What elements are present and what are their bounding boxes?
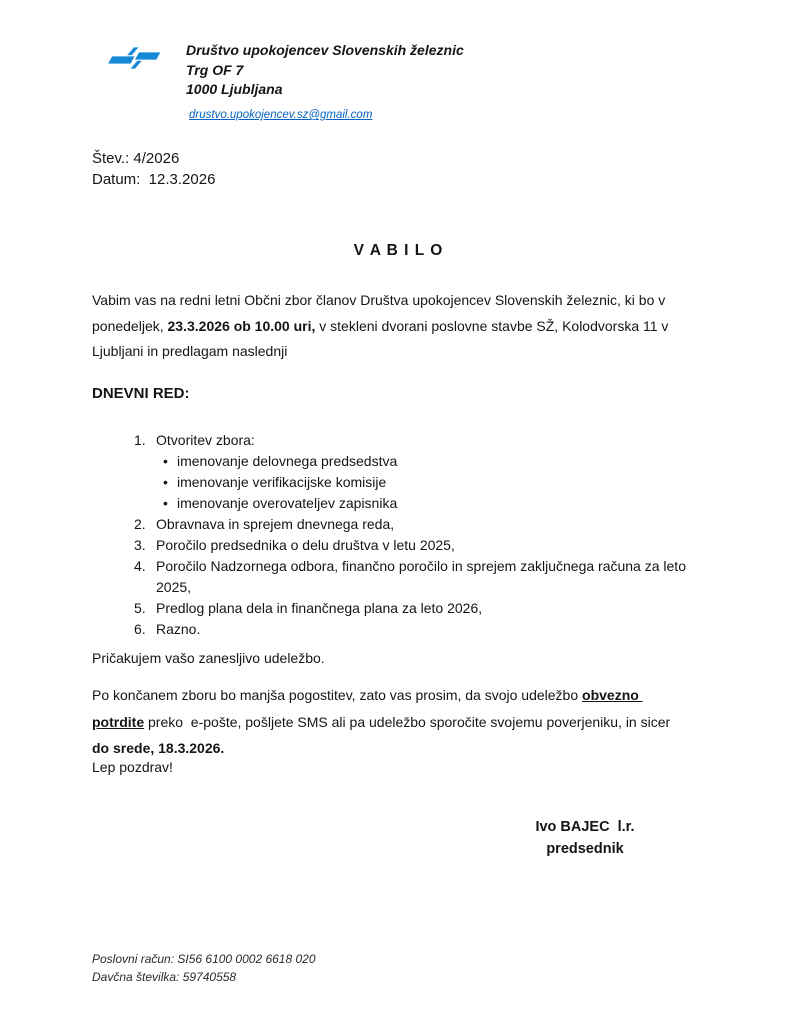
signature-block bbox=[515, 816, 655, 860]
agenda-item-text: Razno. bbox=[156, 621, 201, 637]
footer-tax-number: Davčna številka: 59740558 bbox=[92, 969, 237, 984]
agenda-item bbox=[92, 430, 710, 451]
agenda-subitem-text: imenovanje overovateljev zapisnika bbox=[177, 495, 398, 511]
reference-number: Štev.: 4/2026 bbox=[92, 150, 180, 167]
letter-title: V A B I L O bbox=[353, 242, 444, 259]
footer-bank-account: Poslovni račun: SI56 6100 0002 6618 020 bbox=[92, 952, 316, 966]
agenda-item-text: Poročilo Nadzornega odbora, finančno poročilo in sprejem zaključnega računa za leto 2025, bbox=[156, 558, 686, 595]
text-segment: Vabim vas na redni letni Občni zbor članov Društva upokojencev Slovenskih železnic, ki bo v ponedeljek, bbox=[92, 292, 670, 334]
org-address-street: Trg OF 7 bbox=[186, 61, 244, 78]
agenda-item-number: 4. bbox=[134, 558, 146, 574]
slovenian-railways-logo-icon bbox=[99, 44, 170, 72]
text-segment: Po končanem zboru bo manjša pogostitev, zato vas prosim, da svojo udeležbo bbox=[92, 687, 583, 703]
agenda-item bbox=[92, 535, 710, 556]
bullet-icon: • bbox=[163, 453, 168, 469]
reference-date: Datum: 12.3.2026 bbox=[92, 171, 216, 188]
agenda-item-number: 5. bbox=[134, 600, 146, 616]
agenda-item bbox=[92, 514, 710, 535]
agenda-item-number: 3. bbox=[134, 537, 146, 553]
agenda-item-number: 6. bbox=[134, 621, 146, 637]
agenda-item bbox=[92, 598, 710, 619]
text-segment: preko e-pošte, pošljete SMS ali pa udeležbo sporočite svojemu poverjeniku, in sicer bbox=[144, 713, 675, 730]
org-address-city: 1000 Ljubljana bbox=[186, 81, 283, 97]
agenda-item-number: 2. bbox=[134, 516, 146, 532]
agenda-item-text: Predlog plana dela in finančnega plana za leto 2026, bbox=[156, 600, 483, 616]
bullet-icon: • bbox=[163, 474, 168, 490]
text-segment: 23.3.2026 ob 10.00 uri, bbox=[167, 317, 316, 334]
farewell-text: Lep pozdrav! bbox=[92, 759, 173, 775]
agenda-item-text: Obravnava in sprejem dnevnega reda, bbox=[156, 516, 395, 532]
text-segment: obvezno potrdite bbox=[92, 687, 643, 730]
reference-block bbox=[92, 148, 215, 190]
agenda-subitem-text: imenovanje delovnega predsedstva bbox=[177, 453, 398, 469]
footer-block bbox=[92, 951, 316, 986]
org-name: Društvo upokojencev Slovenskih železnic bbox=[186, 42, 464, 58]
intro-paragraph bbox=[92, 288, 710, 365]
agenda-heading: DNEVNI RED: bbox=[92, 385, 190, 402]
agenda-subitem bbox=[92, 472, 710, 493]
agenda-item bbox=[92, 556, 710, 598]
agenda-item bbox=[92, 619, 710, 640]
signer-role: predsednik bbox=[546, 841, 624, 857]
agenda-subitem-text: imenovanje verifikacijske komisije bbox=[177, 474, 387, 490]
agenda-subitem bbox=[92, 451, 710, 472]
signer-name: Ivo BAJEC l.r. bbox=[535, 819, 635, 835]
bullet-icon: • bbox=[163, 495, 168, 511]
agenda-item-number: 1. bbox=[134, 432, 146, 448]
agenda-item-text: Otvoritev zbora: bbox=[156, 432, 255, 448]
text-segment: v stekleni dvorani poslovne stavbe SŽ, Kolodvorska 11 v Ljubljani in predlagam naslednji bbox=[92, 317, 673, 359]
text-segment: do srede, 18.3.2026. bbox=[92, 740, 225, 756]
closing-paragraph bbox=[92, 682, 684, 762]
agenda-list bbox=[92, 430, 710, 640]
org-block bbox=[186, 41, 464, 100]
agenda-item-text: Poročilo predsednika o delu društva v letu 2025, bbox=[156, 537, 455, 553]
agenda-subitem bbox=[92, 493, 710, 514]
expectation-text: Pričakujem vašo zanesljivo udeležbo. bbox=[92, 650, 325, 666]
email-link[interactable]: drustvo.upokojencev.sz@gmail.com bbox=[189, 109, 373, 121]
